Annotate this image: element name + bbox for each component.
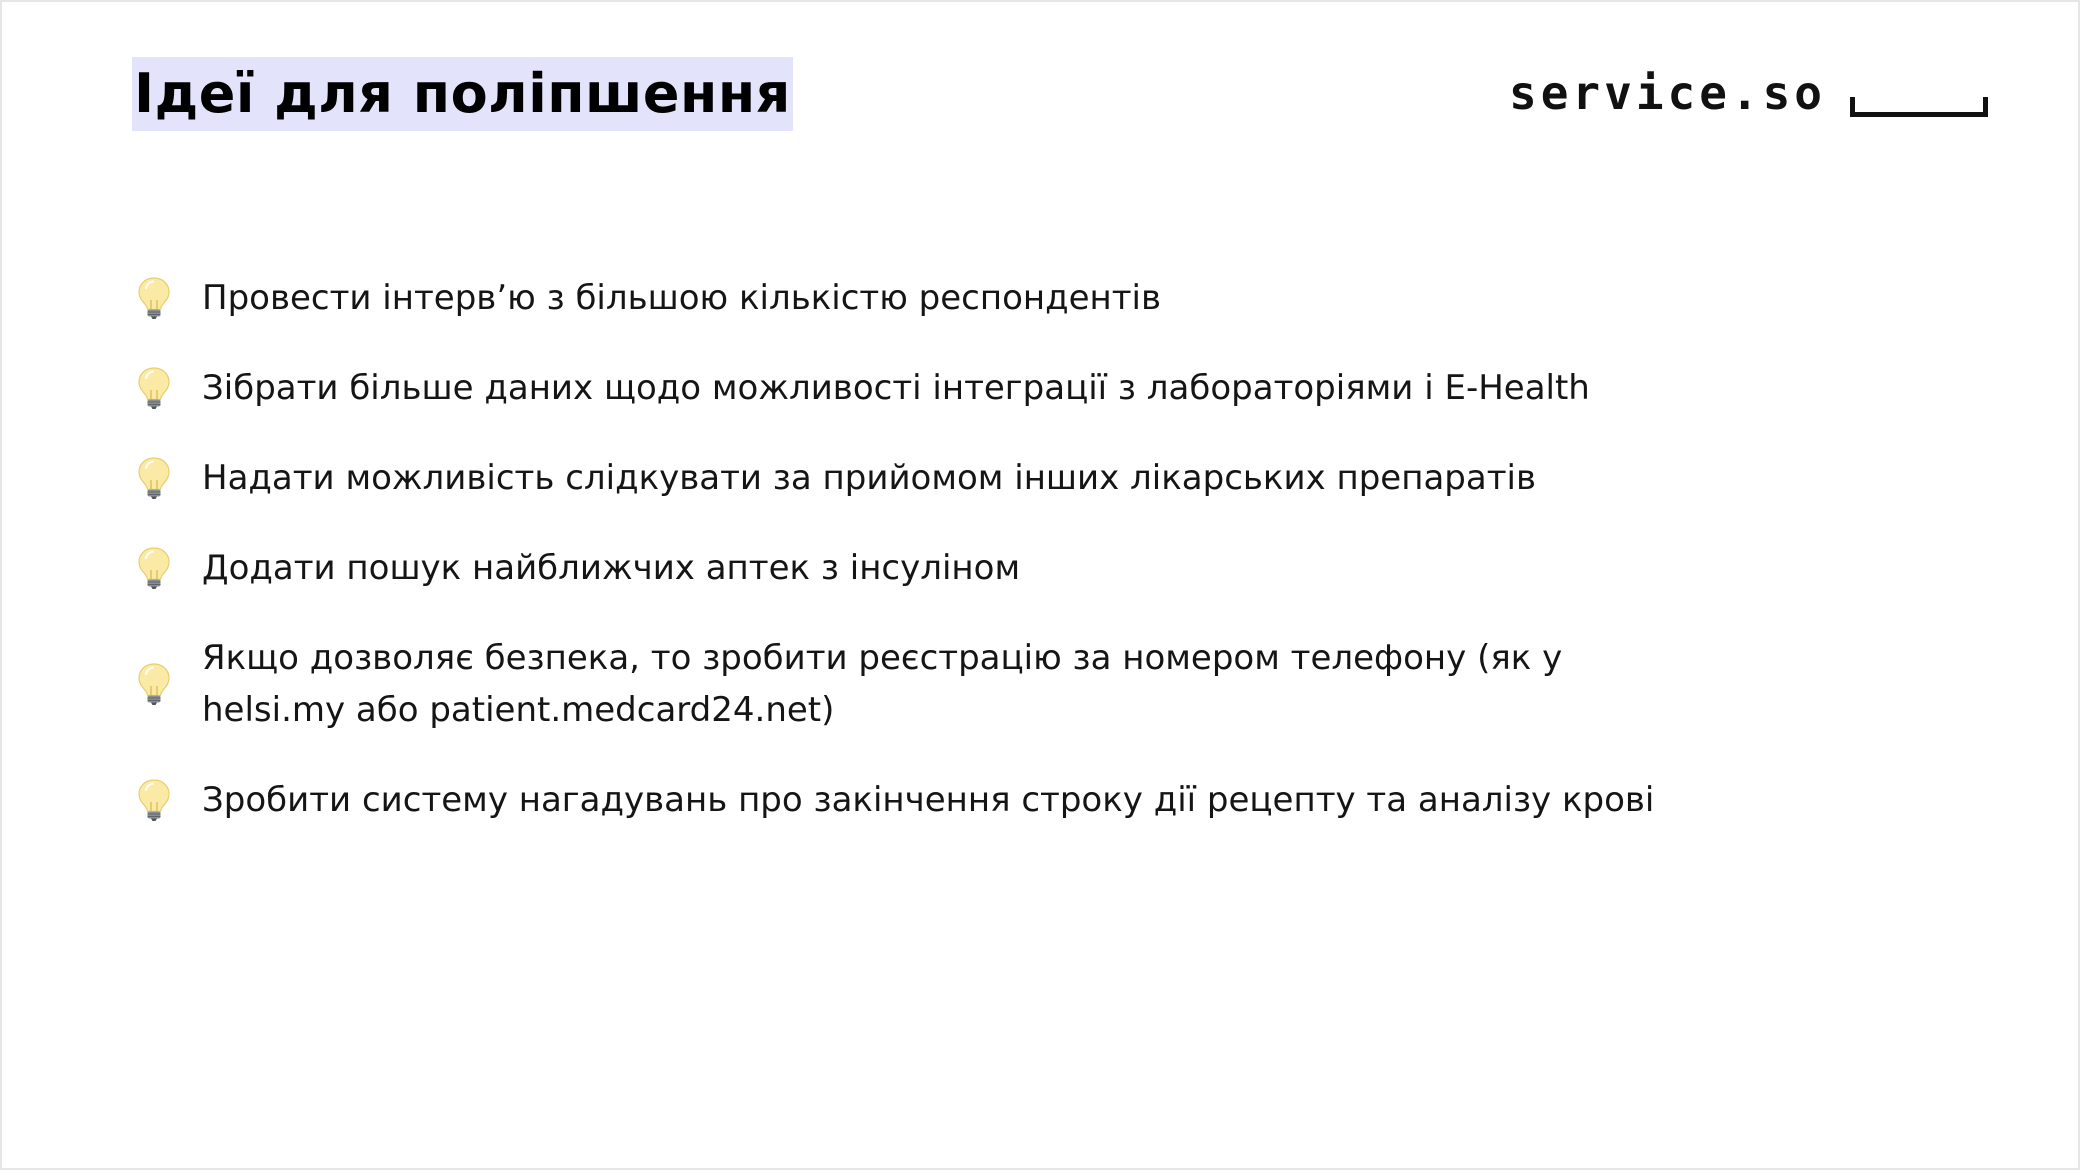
lightbulb-icon bbox=[136, 778, 172, 822]
brand-underline-mark bbox=[1850, 97, 1988, 117]
lightbulb-icon bbox=[136, 276, 172, 320]
lightbulb-icon bbox=[136, 546, 172, 590]
list-item-text: Додати пошук найближчих аптек з інсуліном bbox=[202, 548, 1021, 588]
list-item-text: Надати можливість слідкувати за прийомом інших лікарських препаратів bbox=[202, 458, 1536, 498]
lightbulb-icon bbox=[136, 662, 172, 706]
list-item bbox=[136, 272, 1696, 324]
list-item bbox=[136, 542, 1696, 594]
brand-logo bbox=[1509, 58, 1988, 128]
list-item bbox=[136, 362, 1696, 414]
list-item-text: Якщо дозволяє безпека, то зробити реєстрацію за номером телефону (як у helsi.my або patient.medcard24.net) bbox=[202, 638, 1563, 730]
lightbulb-icon bbox=[136, 366, 172, 410]
list-item bbox=[136, 632, 1696, 736]
list-item-text: Зробити систему нагадувань про закінчення строку дії рецепту та аналізу крові bbox=[202, 780, 1655, 820]
list-item-text: Зібрати більше даних щодо можливості інтеграції з лабораторіями і E-Health bbox=[202, 368, 1590, 408]
lightbulb-icon bbox=[136, 456, 172, 500]
slide-title: Ідеї для поліпшення bbox=[132, 57, 793, 131]
list-item bbox=[136, 774, 1696, 826]
ideas-list bbox=[136, 272, 1696, 826]
brand-name: service.so bbox=[1509, 66, 1826, 120]
list-item-text: Провести інтерв’ю з більшою кількістю респондентів bbox=[202, 278, 1162, 318]
list-item bbox=[136, 452, 1696, 504]
